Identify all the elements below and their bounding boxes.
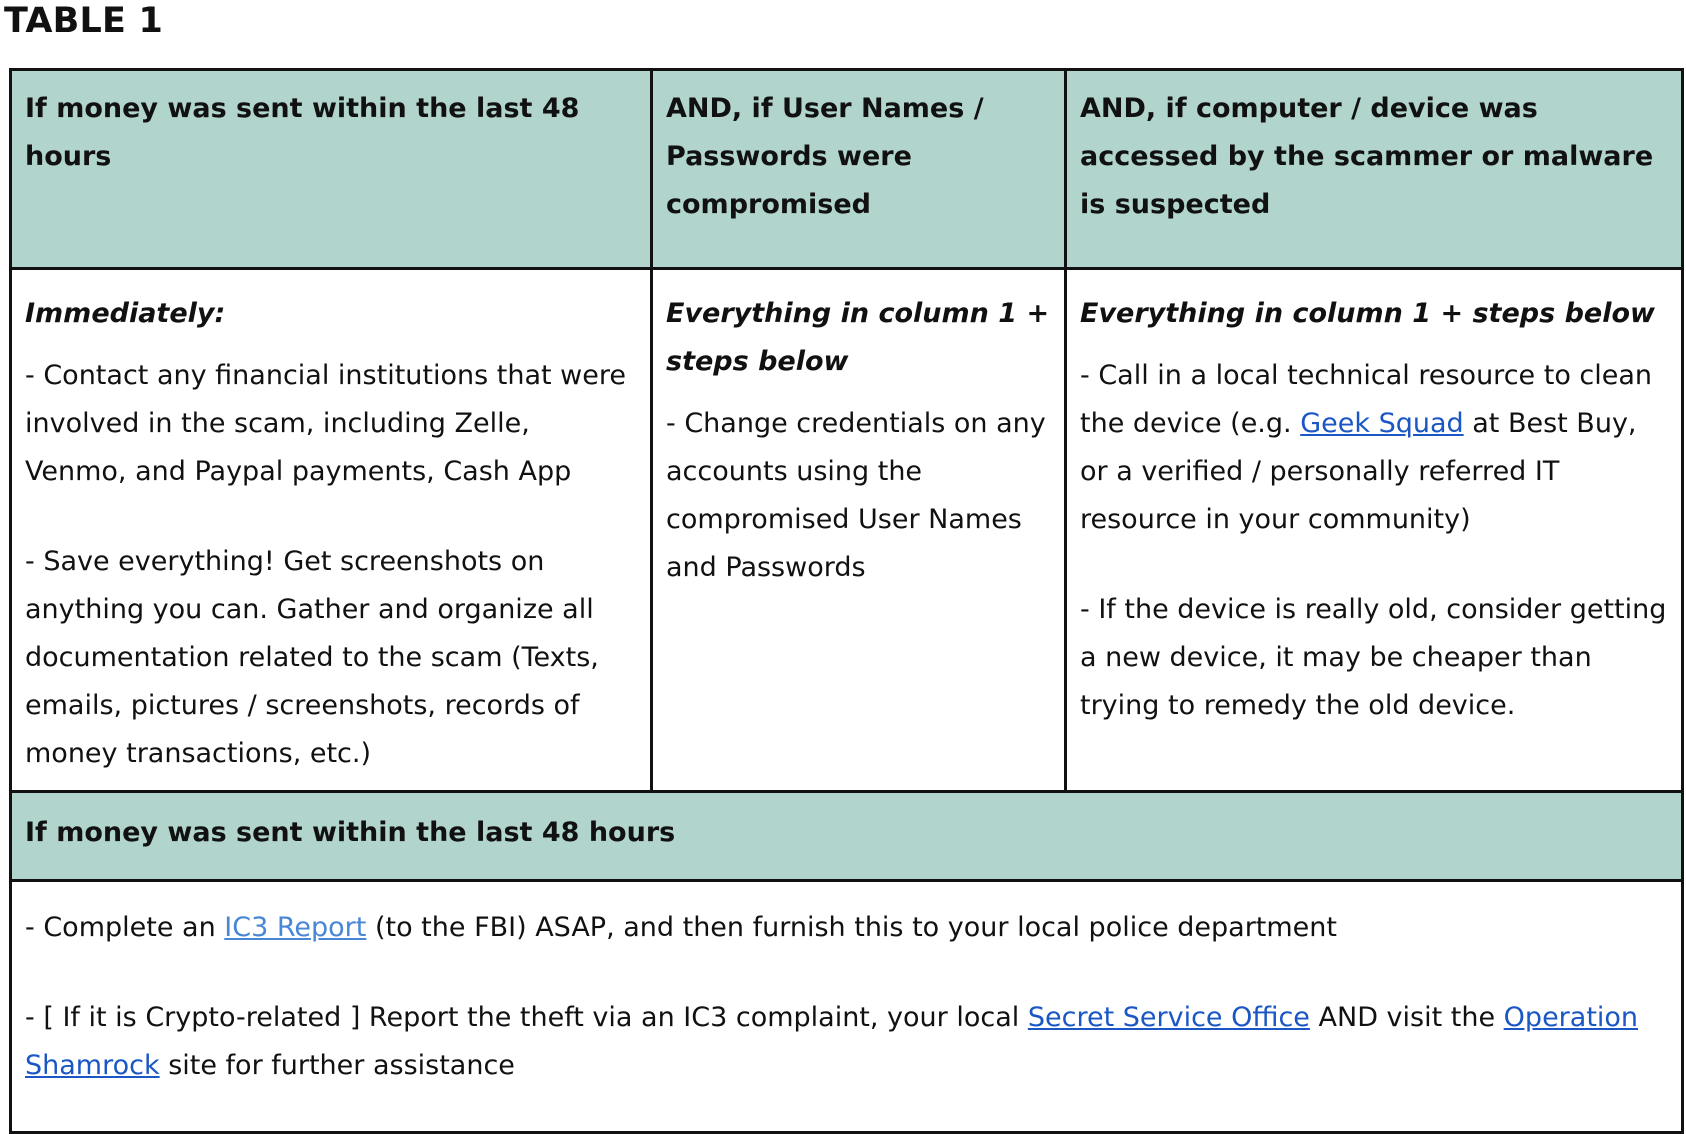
device-steps — [1066, 269, 1683, 792]
header-credentials-compromised-text: AND, if User Names / Passwords were compromised — [666, 93, 984, 220]
ic3-text-after: (to the FBI) ASAP, and then furnish this to your local police department — [366, 912, 1337, 943]
steps-table — [9, 68, 1684, 1134]
header-money-sent — [11, 70, 652, 269]
money-sent-steps — [11, 269, 652, 792]
clean-device-text-before: - Call in a local technical resource to clean the device (e.g. — [1080, 360, 1653, 439]
geek-squad-link[interactable]: Geek Squad — [1300, 408, 1464, 439]
contact-institutions-step: - Contact any financial institutions that were involved in the scam, including Zelle, Venmo, and Paypal payments, Cash App — [25, 360, 626, 487]
replace-device-step: - If the device is really old, consider getting a new device, it may be cheaper than trying to remedy the old device. — [1080, 594, 1667, 721]
header-row — [11, 70, 1683, 269]
crypto-text-middle: AND visit the — [1309, 1002, 1504, 1033]
ic3-report-step — [25, 904, 1669, 952]
save-everything-step: - Save everything! Get screenshots on anything you can. Gather and organize all documentation related to the scam (Texts, emails, pictures / screenshots, records of money transactions, etc.) — [25, 546, 599, 769]
secret-service-link[interactable]: Secret Service Office — [1027, 1002, 1310, 1033]
clean-device-step — [1080, 352, 1669, 544]
report-steps — [11, 881, 1683, 1133]
credentials-steps — [652, 269, 1066, 792]
ic3-report-link[interactable]: IC3 Report — [224, 912, 367, 943]
bottom-header — [11, 792, 1683, 881]
bottom-header-row — [11, 792, 1683, 881]
crypto-text-after: site for further assistance — [159, 1050, 515, 1081]
clean-device-text-after: at Best Buy, or a verified / personally referred IT resource in your community) — [1080, 408, 1637, 535]
operation-shamrock-link[interactable]: Operation Shamrock — [25, 1002, 1639, 1081]
header-credentials-compromised — [652, 70, 1066, 269]
steps-row — [11, 269, 1683, 792]
change-credentials-step: - Change credentials on any accounts using the compromised User Names and Passwords — [666, 408, 1046, 583]
money-sent-subhead: Immediately: — [25, 298, 226, 329]
crypto-text-before: - [ If it is Crypto-related ] Report the theft via an IC3 complaint, your local — [25, 1002, 1028, 1033]
ic3-text-before: - Complete an — [25, 912, 225, 943]
credentials-subhead: Everything in column 1 + steps below — [666, 298, 1050, 377]
header-money-sent-text: If money was sent within the last 48 hours — [25, 93, 580, 172]
bottom-steps-row — [11, 881, 1683, 1133]
crypto-report-step — [25, 994, 1669, 1090]
header-device-accessed-text: AND, if computer / device was accessed by the scammer or malware is suspected — [1080, 93, 1654, 220]
device-subhead: Everything in column 1 + steps below — [1080, 298, 1655, 329]
table-title: TABLE 1 — [4, 1, 164, 41]
bottom-header-text: If money was sent within the last 48 hours — [25, 817, 676, 848]
header-device-accessed — [1066, 70, 1683, 269]
